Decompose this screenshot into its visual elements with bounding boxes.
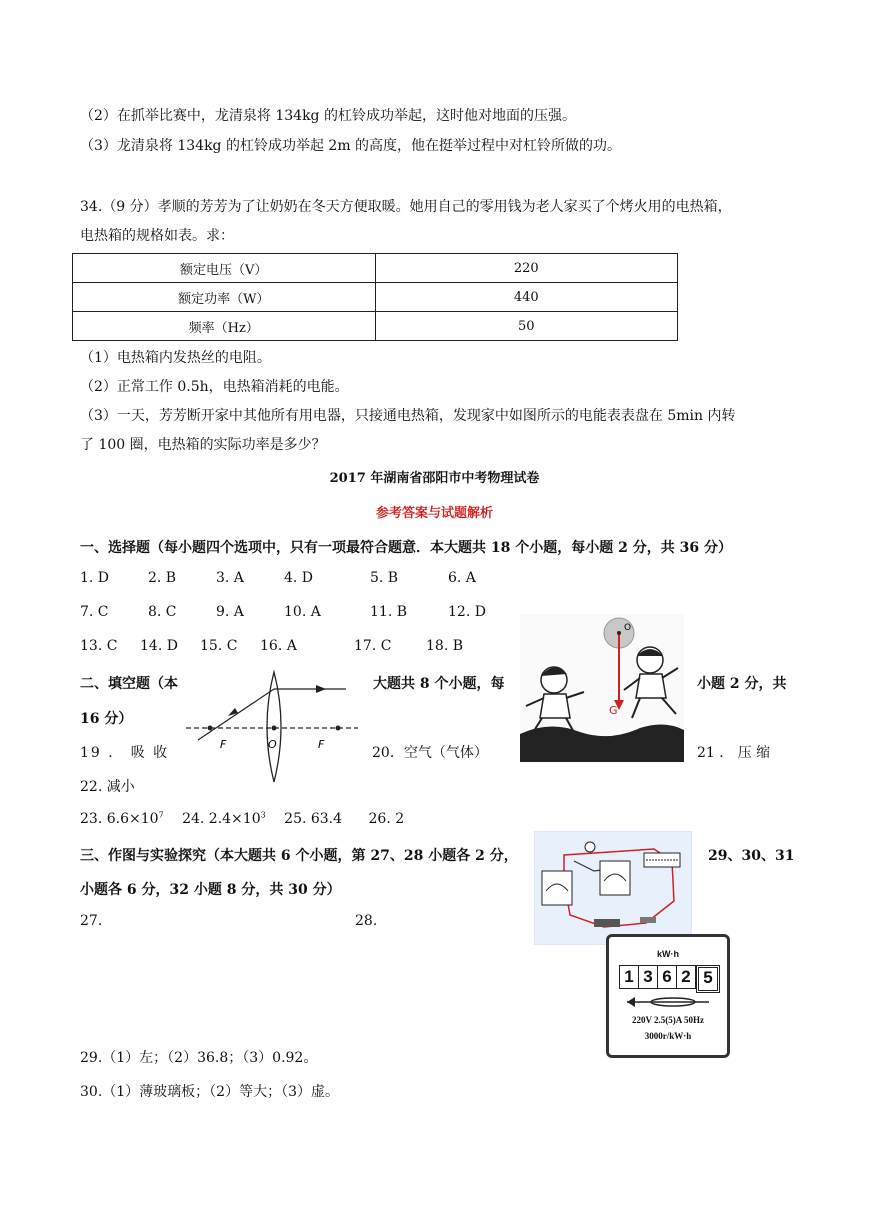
- q34-sub3-line2: 了 100 圈，电热箱的实际功率是多少？: [80, 437, 326, 453]
- mc-answer: 9. A: [216, 604, 244, 620]
- meter-unit: kW·h: [657, 949, 679, 959]
- mc-answer: 13. C: [80, 638, 118, 654]
- spec-value: 50: [375, 312, 678, 341]
- meter-disc-indicator: [623, 995, 713, 1009]
- bulb: [585, 842, 595, 852]
- focus-point: [208, 726, 213, 731]
- battery: [594, 919, 620, 927]
- mc-answer: 17. C: [354, 638, 392, 654]
- answer-27: 27.: [80, 913, 103, 929]
- answer-22: 22. 减小: [80, 779, 135, 795]
- table-row: [73, 254, 678, 283]
- meter-counter: [619, 965, 720, 993]
- focus-point: [336, 726, 341, 731]
- mc-row-1: [80, 570, 476, 586]
- focus-label: F: [220, 738, 227, 751]
- table-row: [73, 312, 678, 341]
- mc-answer: 1. D: [80, 570, 110, 586]
- spec-label: 额定功率（W）: [73, 283, 376, 312]
- mc-answer: 7. C: [80, 604, 109, 620]
- answer-24: 24. $2.4\times 10^3$: [182, 810, 266, 827]
- answer-25: 25. 63.4: [284, 810, 343, 827]
- mc-row-2: [80, 604, 486, 620]
- center-label: O: [268, 738, 277, 751]
- mc-answer: 4. D: [284, 570, 314, 586]
- mc-answer: 12. D: [448, 604, 486, 620]
- answer-28: 28.: [355, 913, 378, 929]
- meter-digit: 6: [658, 965, 677, 989]
- answer-title: 2017 年湖南省邵阳市中考物理试卷: [329, 471, 540, 486]
- q34-sub2: （2）正常工作 0.5h，电热箱消耗的电能。: [80, 379, 349, 395]
- mc-answer: 8. C: [148, 604, 177, 620]
- q34-stem-line1: 34.（9 分）孝顺的芳芳为了让奶奶在冬天方便取暖。她用自己的零用钱为老人家买了个烤火用的电热箱，: [80, 199, 732, 215]
- q33-part2: （2）在抓举比赛中，龙清泉将 134kg 的杠铃成功举起，这时他对地面的压强。: [80, 108, 576, 124]
- q33-part3: （3）龙清泉将 134kg 的杠铃成功举起 2m 的高度，他在挺举过程中对杠铃所做的功。: [80, 138, 622, 154]
- answer-20: 20．空气（气体）: [372, 745, 488, 761]
- spec-value: 220: [375, 254, 678, 283]
- kids-ball-illustration: [520, 614, 684, 762]
- answer-29: 29.（1）左；（2）36.8；（3）0.92。: [80, 1050, 318, 1066]
- section3-heading-part3: 小题各 6 分，32 小题 8 分，共 30 分）: [80, 882, 341, 898]
- answer-row-23-26: [80, 810, 404, 827]
- meter-spec-line2: 3000r/kW·h: [644, 1031, 692, 1041]
- mc-answer: 11. B: [370, 604, 408, 620]
- spec-value: 440: [375, 283, 678, 312]
- section2-heading-part4: 16 分）: [80, 711, 133, 727]
- q34-sub3-line1: （3）一天，芳芳断开家中其他所有用电器，只接通电热箱，发现家中如图所示的电能表表盘在 5min 内转: [80, 408, 736, 424]
- mc-answer: 16. A: [260, 638, 297, 654]
- electric-meter: [606, 934, 730, 1058]
- section3-heading-part1: 三、作图与实验探究（本大题共 6 个小题，第 27、28 小题各 2 分，: [80, 848, 518, 864]
- arrow-icon: [316, 685, 326, 693]
- voltmeter: [600, 861, 630, 895]
- answer-30: 30.（1）薄玻璃板；（2）等大；（3）虚。: [80, 1084, 339, 1100]
- meter-digit: 2: [677, 965, 696, 989]
- q34-stem-line2: 电热箱的规格如表。求：: [80, 228, 234, 244]
- section2-heading-part1: 二、填空题（本: [80, 676, 178, 692]
- section1-heading: 一、选择题（每小题四个选项中，只有一项最符合题意．本大题共 18 个小题，每小题 2 分，共 36 分）: [80, 540, 732, 556]
- answer-21: 21 ． 压 缩: [697, 745, 771, 761]
- mc-row-3: [80, 638, 463, 654]
- ball-center-label: O: [624, 623, 632, 633]
- answer-19: 19 ． 吸 收: [80, 745, 170, 761]
- section2-heading-part3: 小题 2 分，共: [697, 676, 787, 692]
- section2-heading-part2: 大题共 8 个小题，每: [373, 676, 505, 692]
- optical-center: [272, 726, 277, 731]
- meter-digit-decimal: 5: [696, 965, 720, 993]
- mc-answer: 2. B: [148, 570, 177, 586]
- ammeter: [542, 871, 572, 905]
- circuit-experiment-figure: [534, 831, 692, 945]
- meter-spec-line1: 220V 2.5(5)A 50Hz: [631, 1015, 705, 1025]
- meter-digit: 1: [619, 965, 639, 989]
- mc-answer: 3. A: [216, 570, 244, 586]
- answer-23: 23. $6.6\times 10^7$: [80, 810, 164, 827]
- mc-answer: 5. B: [370, 570, 399, 586]
- mc-answer: 15. C: [200, 638, 238, 654]
- section3-heading-part2: 29、30、31: [708, 848, 795, 864]
- gravity-label: G: [609, 704, 618, 717]
- mc-answer: 14. D: [140, 638, 178, 654]
- mc-answer: 18. B: [426, 638, 464, 654]
- answer-26: 26. 2: [368, 810, 405, 827]
- mc-answer: 10. A: [284, 604, 321, 620]
- spec-label: 频率（Hz）: [73, 312, 376, 341]
- focus-label: F: [318, 738, 325, 751]
- switch: [640, 917, 656, 923]
- spec-table: [72, 253, 678, 341]
- incident-ray: [198, 689, 274, 740]
- lens-diagram: [186, 668, 366, 786]
- q34-sub1: （1）电热箱内发热丝的电阻。: [80, 350, 271, 366]
- meter-digit: 3: [639, 965, 658, 989]
- answer-subtitle: 参考答案与试题解析: [375, 506, 493, 521]
- spec-label: 额定电压（V）: [73, 254, 376, 283]
- mc-answer: 6. A: [448, 570, 476, 586]
- table-row: [73, 283, 678, 312]
